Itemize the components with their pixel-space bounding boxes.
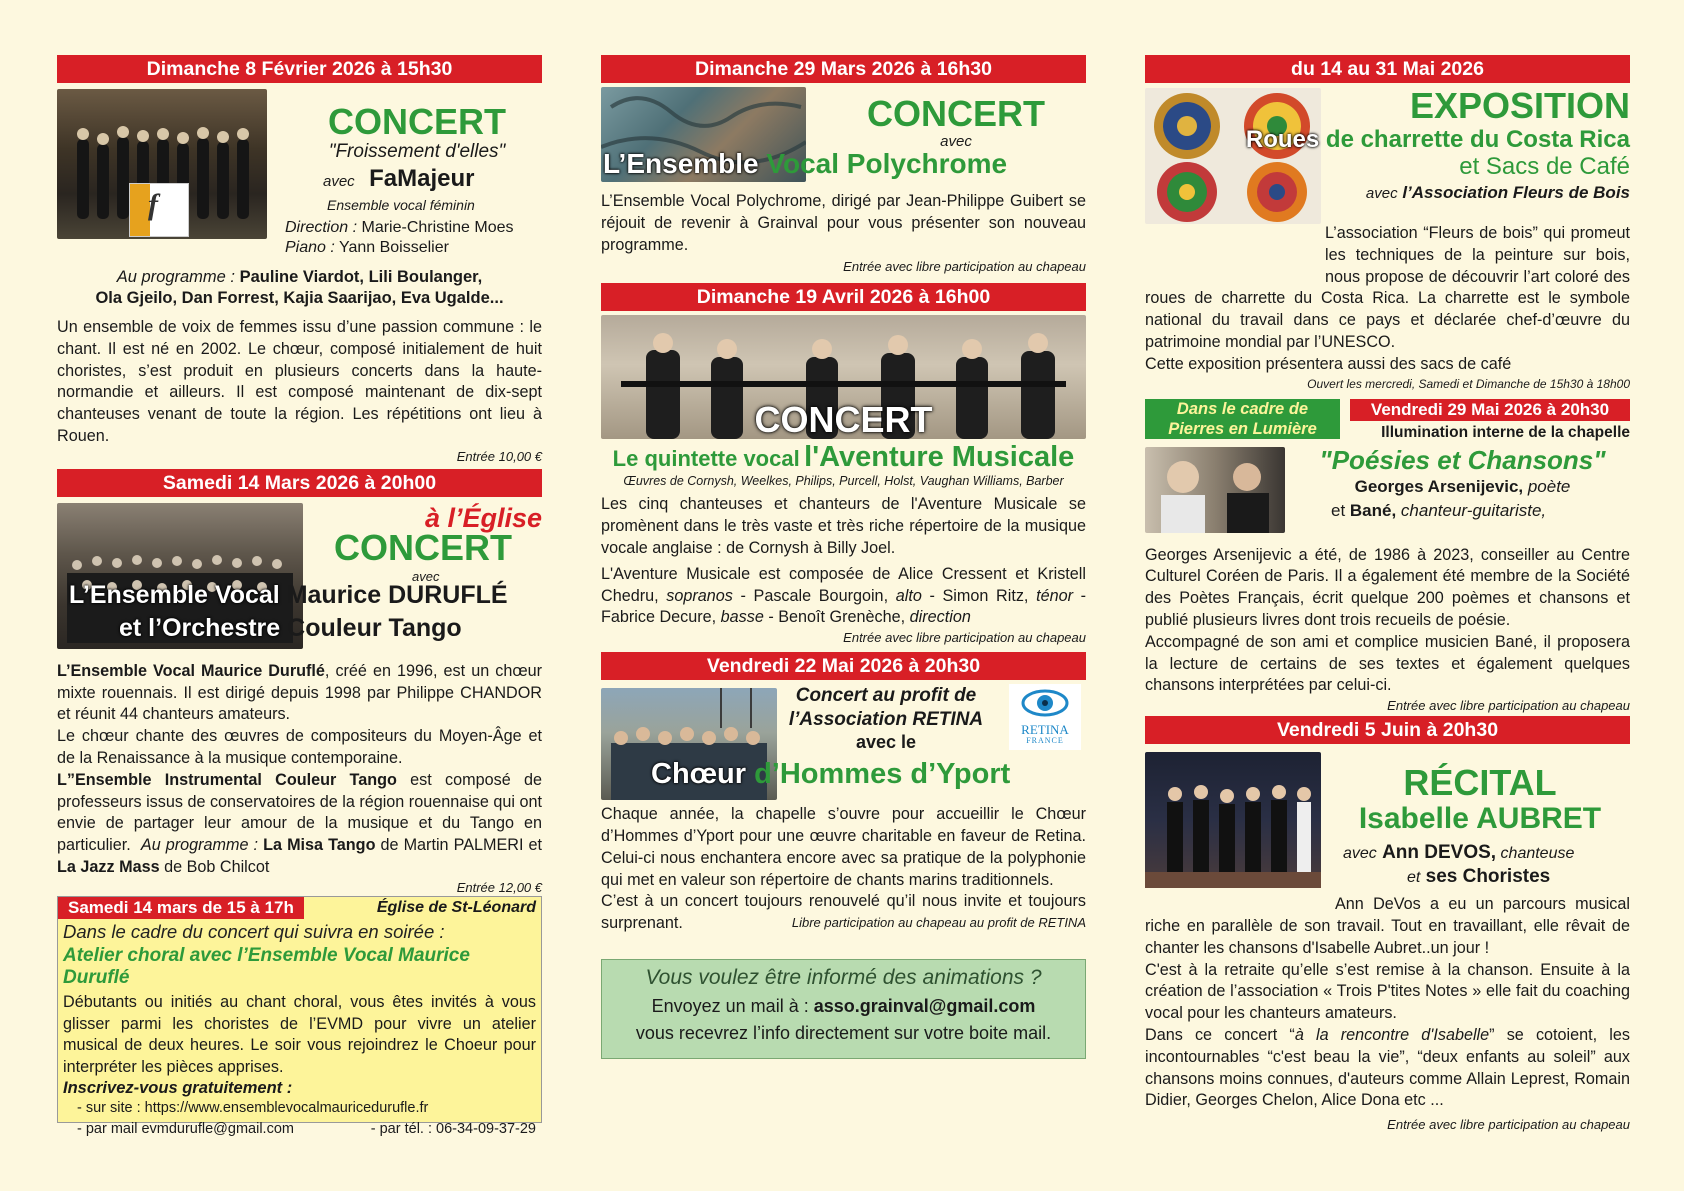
group-name-part-b: Maurice DURUFLÉ [286, 580, 508, 609]
newsletter-box [601, 959, 1086, 1059]
event-date-bar: du 14 au 31 Mai 2026 [1145, 55, 1630, 83]
group-name-part-a: L’Ensemble Vocal [69, 580, 280, 609]
avec-label: avec [1365, 185, 1398, 202]
headliner-name: Isabelle AUBRET [1358, 802, 1602, 836]
guest-name: Ann DEVOS, [1382, 842, 1497, 864]
profit-line-1: Concert au profit de [795, 685, 977, 707]
performers-text: - Simon Ritz, [921, 586, 1037, 605]
newsletter-send-label: Envoyez un mail à : [651, 996, 814, 1017]
title-part-b: de charrette du Costa Rica [1325, 126, 1630, 153]
performers-text: - Pascale Bourgoin, [732, 586, 896, 605]
column-1 [57, 55, 543, 1137]
event-header [1145, 437, 1630, 541]
recital-photo [1145, 752, 1321, 888]
performers [601, 564, 1086, 629]
avec-label: avec le [855, 732, 917, 753]
works-list: Œuvres de Cornysh, Weelkes, Philips, Purcell, Holst, Vaughan Williams, Barber [623, 474, 1064, 489]
stage-performers-icon [1145, 752, 1321, 888]
event-description: Un ensemble de voix de femmes issu d’une passion commune : le chant. Il est né en 2002. Le chœur, composé initialement de huit choristes, s’est produit en plusieurs concerts dans la haute-normandie et ailleurs. Il est composé maintenant de dix-sept chanteuses venant de toute la région. Les répétitions ont lieu à Rouen. [57, 318, 542, 445]
event-subtitle: "Froissement d'elles" [328, 141, 506, 162]
event-kind: CONCERT [867, 93, 1045, 134]
retina-logo-sub: FRANCE [1026, 736, 1064, 746]
ensemble-name: L’Ensemble Vocal Maurice Duruflé [57, 661, 325, 680]
avec-label: avec [323, 173, 355, 190]
event-description-2: Cette exposition présentera aussi des sacs de café [1145, 354, 1512, 373]
description-text: ” se cotoient, les incontournables “c'est beau la vie”, “deux enfants au soleil” aux chansons moins connues, d'auteurs comme Allain Leprest, Romain Didier, Georges Chelon, Alice Dona etc ... [1145, 1025, 1631, 1110]
association-name: l’Association Fleurs de Bois [1402, 183, 1630, 202]
role-basse: basse [720, 608, 764, 627]
choir-name: ses Choristes [1425, 866, 1551, 888]
concert-title: à la rencontre d'Isabelle [1294, 1025, 1490, 1044]
program-line-1: Pauline Viardot, Lili Boulanger, [239, 268, 483, 286]
event-description: L’association “Fleurs de bois” qui promeut les techniques de la peinture sur bois, nous propose de découvrir l’art coloré des roues de charrette du Costa Rica. La charrette est le symbole national du travail dans ce pays et déclarée chef-d’œuvre du patrimoine mondial par l’UNESCO. [1145, 224, 1630, 351]
program-line-2: Ola Gjeilo, Dan Forrest, Kajia Saarijao, Eva Ugalde... [95, 289, 504, 307]
event-header [1145, 83, 1630, 223]
event-date-bar: Dimanche 29 Mars 2026 à 16h30 [601, 55, 1086, 83]
event-date-bar: Vendredi 5 Juin à 20h30 [1145, 716, 1630, 744]
event-header [1145, 744, 1630, 888]
paragraph-2: Le chœur chante des œuvres de compositeurs du Moyen-Âge et de la Renaissance à la musique contemporaine. [57, 727, 542, 767]
event-date-bar: Vendredi 22 Mai 2026 à 20h30 [601, 652, 1086, 680]
event-description-2: C’est à un concert toujours renouvelé qu’il nous invite et toujours surprenant. [601, 892, 1086, 933]
atelier-place: Église de St-Léonard [376, 898, 536, 916]
performer-2: Bané, [1349, 500, 1397, 520]
column-2 [601, 55, 1086, 1059]
performer-1: Georges Arsenijevic, [1354, 476, 1524, 496]
program-label: Au programme : [140, 836, 259, 855]
newsletter-email-link[interactable]: asso.grainval@gmail.com [813, 996, 1036, 1017]
group-name [601, 441, 1086, 474]
event-description: Chaque année, la chapelle s’ouvre pour accueillir le Chœur d’Hommes d’Yport pour une œuvre charitable en faveur de Retina. Celui-ci nous enchantera encore avec sa pratique de la polyphonie qui met en valeur son répertoire de chants marins traditionnels. [601, 805, 1086, 889]
group-name: FaMajeur [369, 165, 475, 192]
event-header [57, 83, 542, 243]
entry-note: Entrée avec libre participation au chapeau [843, 259, 1086, 275]
painted-wheels-icon [1145, 88, 1321, 224]
event-header [601, 311, 1086, 439]
frame-line-2: Pierres en Lumière [1168, 419, 1317, 438]
program [57, 267, 542, 309]
poets-photo [1145, 447, 1285, 533]
signup-email-link[interactable]: - par mail evmdurufle@gmail.com [77, 1120, 294, 1137]
illumination-note: Illumination interne de la chapelle [1381, 423, 1630, 441]
title-part-a: Roues [1245, 126, 1320, 153]
program-label: Au programme : [116, 268, 236, 286]
direction-label: Direction : [285, 219, 358, 236]
event-description-2: Accompagné de son ami et complice musicien Bané, il proposera la lecture de certains de ses textes et également quelques chansons interprétées par celui-ci. [1145, 632, 1630, 695]
role-sopranos: sopranos [666, 586, 733, 605]
atelier-box [57, 896, 542, 1137]
signup-label: Inscrivez-vous gratuitement : [63, 1078, 293, 1097]
atelier-date: Samedi 14 mars de 15 à 17h [58, 897, 304, 919]
event-kind: CONCERT [754, 399, 933, 441]
event-date-bar: Dimanche 19 Avril 2026 à 16h00 [601, 283, 1086, 311]
atelier-title: Atelier choral avec l’Ensemble Vocal Maurice Duruflé [63, 944, 470, 988]
event-header [57, 497, 542, 649]
entry-price: Entrée 10,00 € [456, 448, 542, 464]
performer-2-role: chanteur-guitariste, [1396, 500, 1547, 520]
event-date-bar: Vendredi 29 Mai 2026 à 20h30 [1350, 399, 1630, 421]
event-place: à l’Église [424, 502, 542, 533]
group-name-part-a: Le quintette vocal [612, 446, 800, 472]
event-description: Georges Arsenijevic a été, de 1986 à 2023, conseiller au Centre Culturel Coréen de Paris. Il a également été membre de la Société des Poètes Français, écrit quelque 200 poèmes et chansons et publié plusieurs livres dont trois recueils de poésie. [1145, 545, 1630, 629]
group-name-part-b: d’Hommes d’Yport [754, 758, 1011, 791]
orchestra-name-part-a: et l’Orchestre [119, 613, 281, 642]
event-header [601, 83, 1086, 191]
newsletter-question: Vous voulez être informé des animations ? [645, 966, 1042, 990]
frame-line-1: Dans le cadre de [1176, 399, 1309, 418]
event-description-2: C'est à la retraite qu’elle s’est remise à la chanson. Ensuite à la création de l’association « Trois P'tites Notes » elle fait du coaching vocal pour les chanteurs amateurs. [1145, 960, 1630, 1023]
work-1-author: de Martin PALMERI et [375, 836, 543, 855]
performers-text: - Benoît Grenèche, [763, 608, 910, 627]
retina-logo [1009, 684, 1081, 750]
famajeur-logo-icon: f [129, 183, 189, 237]
signup-phone[interactable]: - par tél. : 06-34-09-37-29 [370, 1120, 536, 1137]
event-date-bar: Dimanche 8 Février 2026 à 15h30 [57, 55, 542, 83]
signup-website-link[interactable]: - sur site : https://www.ensemblevocalmauricedurufle.fr [77, 1099, 429, 1116]
poetry-header [1145, 399, 1630, 441]
guest-role: chanteuse [1496, 845, 1575, 863]
event-kind: RÉCITAL [1403, 762, 1557, 804]
opening-hours: Ouvert les mercredi, Samedi et Dimanche de 15h30 à 18h00 [1307, 376, 1630, 391]
description-text: Dans ce concert “ [1145, 1025, 1295, 1044]
work-2: La Jazz Mass [57, 857, 160, 876]
orchestra-name: L”Ensemble Instrumental Couleur Tango [57, 770, 397, 789]
avec-label: avec [412, 568, 440, 584]
entry-note: Entrée avec libre participation au chapeau [1387, 698, 1630, 714]
eye-icon [1020, 688, 1070, 718]
avec-label: avec [1343, 845, 1377, 863]
column-3 [1145, 55, 1630, 1133]
role-tenor: ténor [1036, 586, 1073, 605]
entry-note: Libre participation au chapeau au profit de RETINA [791, 915, 1086, 931]
event-description: Ann DeVos a eu un parcours musical riche en parallèle de son travail. Tout en travaillant, elle rêvait de chanter les chansons d'Isabelle Aubret..un jour ! [1145, 895, 1630, 957]
work-1: La Misa Tango [263, 836, 376, 855]
entry-price: Entrée 12,00 € [456, 879, 542, 895]
group-name-part-b: l'Aventure Musicale [804, 441, 1075, 474]
performers-text: L'Aventure Musicale est composée de Alice Cressent et Kristell Chedru, [601, 564, 1086, 605]
group-name-part-a: Chœur [651, 758, 747, 791]
title-line-2: et Sacs de Café [1459, 153, 1630, 180]
portraits-icon [1145, 447, 1285, 533]
event-kind: CONCERT [328, 101, 506, 142]
role-direction: direction [909, 608, 971, 627]
newsletter-note: vous recevrez l’info directement sur votre boite mail. [635, 1023, 1052, 1044]
event-kind: CONCERT [334, 526, 512, 568]
orchestra-name-part-b: Couleur Tango [287, 613, 462, 642]
group-name-part-b: Vocal Polychrome [766, 148, 1008, 179]
event-description: Les cinq chanteuses et chanteurs de l'Aventure Musicale se promènent dans le très vaste et très riche répertoire de la musique vocale anglaise : de Cornysh à Billy Joel. [601, 495, 1086, 557]
et-label: et [1407, 869, 1421, 887]
profit-line-2: l’Association RETINA [788, 709, 984, 731]
event-title: "Poésies et Chansons" [1319, 444, 1606, 475]
role-alto: alto [895, 586, 922, 605]
event-description [57, 661, 542, 879]
atelier-intro: Dans le cadre du concert qui suivra en soirée : [63, 920, 445, 942]
event-header [601, 680, 1086, 800]
direction-name: Marie-Christine Moes [361, 219, 514, 236]
costa-rica-wheels-photo [1145, 88, 1321, 224]
atelier-description: Débutants ou initiés au chant choral, vous êtes invités à vous glisser parmi les choristes de l’EVMD pour vivre un atelier musical de deux heures. Le soir vous rejoindrez le Choeur pour interpréter les pièces apprises. [63, 992, 536, 1077]
event-date-bar: Samedi 14 Mars 2026 à 20h00 [57, 469, 542, 497]
performer-1-role: poète [1523, 476, 1571, 496]
paragraph-3: est composé de professeurs issus de conservatoires de la région rouennaise qui ont envie de partager leur amour de la musique et du Tango en particulier. [57, 770, 543, 855]
group-description: Ensemble vocal féminin [327, 197, 475, 213]
event-description-3 [1145, 1025, 1630, 1112]
avec-label: avec [940, 133, 972, 150]
performers-text: - Fabrice Decure, [601, 586, 1087, 627]
piano-name: Yann Boisselier [338, 239, 449, 256]
performer-2-and: et [1331, 500, 1350, 520]
frame-badge [1145, 399, 1340, 439]
entry-note: Entrée avec libre participation au chapeau [1387, 1117, 1630, 1133]
retina-logo-name: RETINA [1021, 722, 1069, 738]
event-kind: EXPOSITION [1409, 85, 1630, 126]
event-description: L’Ensemble Vocal Polychrome, dirigé par Jean-Philippe Guibert se réjouit de revenir à Grainval pour vous présenter son nouveau programme. [601, 192, 1086, 254]
entry-note: Entrée avec libre participation au chapeau [843, 630, 1086, 646]
work-2-author: de Bob Chilcot [159, 857, 270, 876]
paragraph-1: , créé en 1996, est un chœur mixte rouennais. Il est dirigé depuis 1998 par Philippe CHANDOR et réunit 44 chanteurs amateurs. [57, 661, 542, 724]
group-name-part-a: L’Ensemble [603, 148, 759, 179]
piano-label: Piano : [285, 239, 335, 256]
